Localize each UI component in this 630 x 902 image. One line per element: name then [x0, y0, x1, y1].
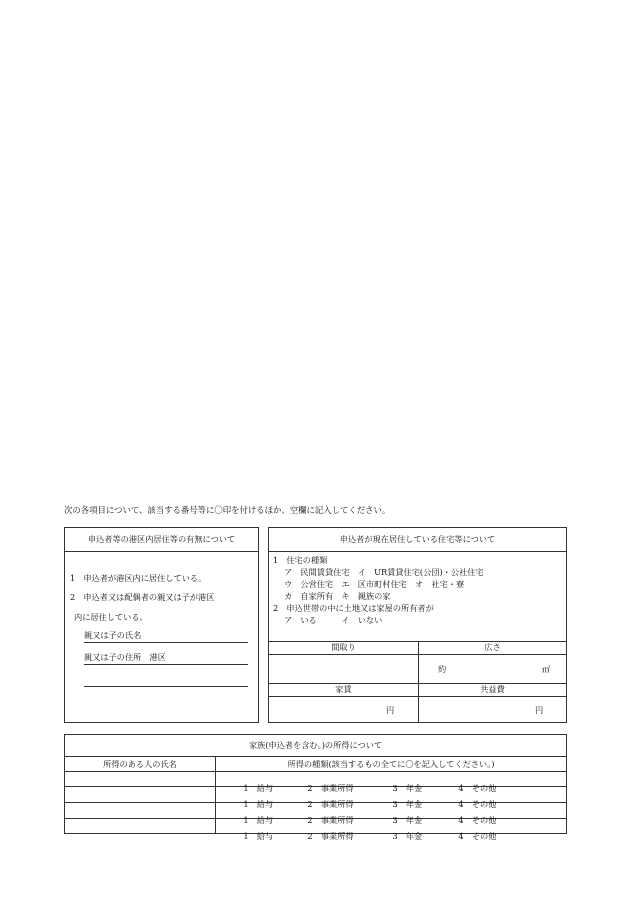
salary-option[interactable]: 1 給与	[243, 783, 274, 793]
business-income-option[interactable]: 2 事業所得	[307, 831, 354, 841]
parent-child-name-field[interactable]	[84, 630, 248, 643]
business-income-option[interactable]: 2 事業所得	[307, 783, 354, 793]
land-owner-options[interactable]: ア いる イ いない	[284, 615, 383, 625]
rent-input[interactable]	[269, 697, 418, 722]
housing-title-divider	[269, 551, 566, 552]
pension-option[interactable]: 3 年金	[392, 831, 423, 841]
area-unit: ㎡	[542, 664, 551, 674]
business-income-option[interactable]: 2 事業所得	[307, 799, 354, 809]
residence-option-2-continued: 内に居住している。	[74, 612, 148, 622]
area-label: 広さ	[484, 642, 501, 652]
income-type-header: 所得の種類(該当するもの全てに〇を記入してください。)	[287, 758, 495, 769]
other-income-option[interactable]: 4 その他	[458, 815, 497, 825]
pension-option[interactable]: 3 年金	[392, 783, 423, 793]
residence-title-divider	[65, 551, 258, 552]
common-fee-unit: 円	[535, 705, 544, 715]
layout-input[interactable]	[269, 655, 418, 683]
housing-type-options-1[interactable]: ア 民間賃貸住宅 イ UR賃貸住宅(公団)・公社住宅	[284, 567, 484, 577]
other-income-option[interactable]: 4 その他	[458, 831, 497, 841]
income-name-header: 所得のある人の氏名	[103, 758, 177, 769]
area-input[interactable]	[419, 655, 566, 683]
residence-option-1[interactable]: 1 申込者が港区内に居住している。	[70, 573, 207, 583]
parent-child-name-label: 親又は子の氏名	[84, 630, 142, 640]
residence-section	[64, 527, 259, 723]
housing-type-heading: 1 住宅の種類	[273, 555, 328, 565]
pension-option[interactable]: 3 年金	[392, 799, 423, 809]
salary-option[interactable]: 1 給与	[243, 831, 274, 841]
income-section	[64, 734, 567, 841]
instruction-text: 次の各項目について、該当する番号等に〇印を付けるほか、空欄に記入してください。	[64, 505, 391, 515]
common-fee-input[interactable]	[419, 697, 566, 722]
income-name-input[interactable]	[65, 772, 215, 786]
other-income-option[interactable]: 4 その他	[458, 799, 497, 809]
business-income-option[interactable]: 2 事業所得	[307, 815, 354, 825]
land-owner-heading: 2 申込世帯の中に土地又は家屋の所有者が	[273, 603, 434, 613]
rent-label: 家賃	[335, 684, 352, 694]
housing-type-options-3[interactable]: カ 自家所有 キ 親族の家	[284, 591, 391, 601]
other-income-option[interactable]: 4 その他	[458, 783, 497, 793]
parent-child-address-field[interactable]	[84, 652, 248, 665]
residence-option-2[interactable]: 2 申込者又は配偶者の親又は子が港区	[70, 592, 215, 602]
housing-section	[268, 527, 567, 723]
pension-option[interactable]: 3 年金	[392, 815, 423, 825]
area-prefix: 約	[438, 664, 447, 674]
parent-child-address-field-line2[interactable]	[84, 674, 248, 687]
layout-label: 間取り	[331, 642, 356, 652]
salary-option[interactable]: 1 給与	[243, 799, 274, 809]
residence-section-title: 申込者等の港区内居住等の有無について	[87, 534, 236, 544]
parent-child-address-label: 親又は子の住所 港区	[84, 652, 166, 662]
common-fee-label: 共益費	[480, 684, 505, 694]
rent-unit: 円	[386, 705, 395, 715]
income-name-input[interactable]	[65, 787, 215, 802]
income-type-options	[233, 821, 496, 852]
housing-section-title: 申込者が現在居住している住宅等について	[339, 534, 496, 544]
income-name-input[interactable]	[65, 803, 215, 818]
income-section-title: 家族(申込者を含む。)の所得について	[248, 740, 383, 750]
income-name-input[interactable]	[65, 819, 215, 833]
salary-option[interactable]: 1 給与	[243, 815, 274, 825]
housing-type-options-2[interactable]: ウ 公営住宅 エ 区市町村住宅 オ 社宅・寮	[284, 579, 465, 589]
